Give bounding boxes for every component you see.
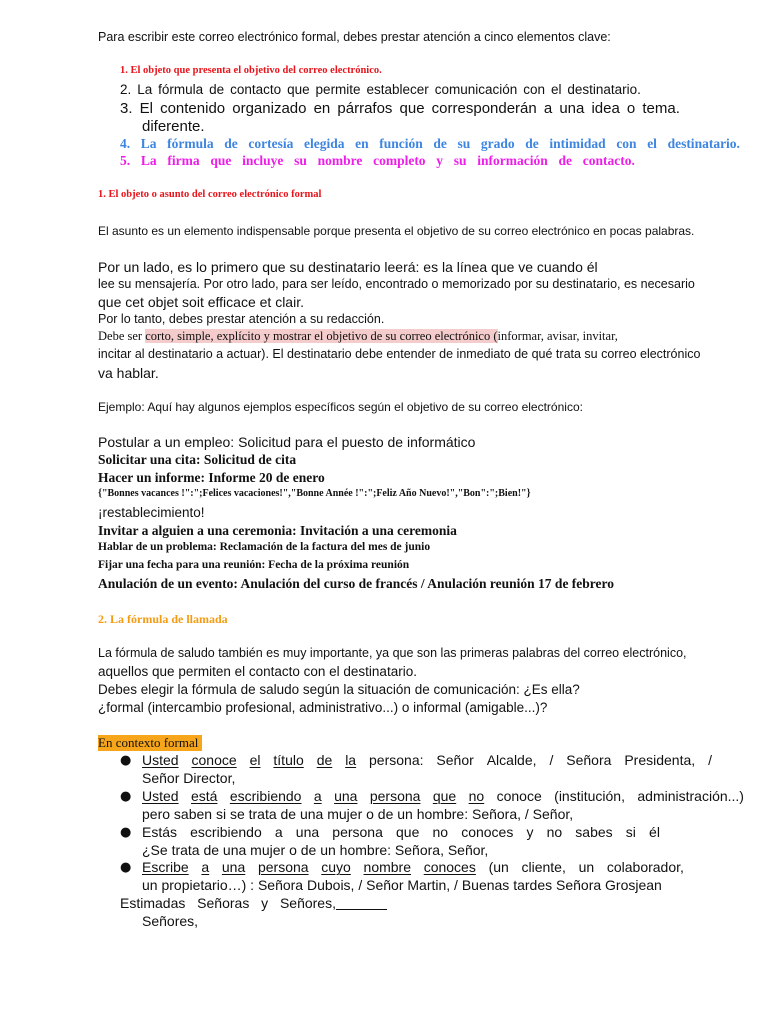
bullet-line-1-cont: Señor Director, <box>142 770 236 786</box>
paragraph-line: aquellos que permiten el contacto con el destinatario. <box>98 664 417 679</box>
section-heading-objeto: 1. El objeto o asunto del correo electrónico formal <box>98 189 322 200</box>
word: a <box>274 824 283 840</box>
example-item: Hablar de un problema: Reclamación de la factura del mes de junio <box>98 541 431 553</box>
word: Señoras <box>197 895 250 911</box>
word: corresponderán <box>431 100 537 117</box>
paragraph-line: ¿formal (intercambio profesional, administrativo...) o informal (amigable...)? <box>98 700 548 715</box>
word: una <box>221 859 246 875</box>
bullet-line-4 <box>142 859 684 875</box>
word: título <box>273 752 304 768</box>
word: párrafos <box>337 100 393 117</box>
word: comunicación <box>434 82 518 97</box>
word: información <box>477 153 548 168</box>
list-item-2 <box>120 82 641 97</box>
word: el <box>550 82 562 97</box>
word: con <box>616 136 637 151</box>
word: en <box>355 136 369 151</box>
word: Señora <box>566 752 612 768</box>
word: función <box>379 136 423 151</box>
word: Usted <box>142 788 179 804</box>
word: establecer <box>366 82 429 97</box>
word: Estimadas <box>120 895 186 911</box>
word: a <box>313 788 322 804</box>
word: (un <box>488 859 509 875</box>
salutation-line <box>120 895 336 911</box>
word: El <box>139 100 153 117</box>
word: persona <box>332 824 383 840</box>
bullet-icon: ● <box>120 789 132 804</box>
word: Señor <box>436 752 474 768</box>
word: la <box>345 752 357 768</box>
paragraph-line: Debes elegir la fórmula de saludo según la situación de comunicación: ¿Es ella? <box>98 682 580 697</box>
word: está <box>190 788 218 804</box>
word: escribiendo <box>190 824 262 840</box>
word: si <box>625 824 636 840</box>
word: que <box>399 100 425 117</box>
word: Estás <box>142 824 178 840</box>
word: Escribe <box>142 859 189 875</box>
example-item: Fijar una fecha para una reunión: Fecha de la próxima reunión <box>98 559 410 571</box>
example-item: Invitar a alguien a una ceremonia: Invitación a una ceremonia <box>98 523 457 538</box>
section-heading-formula: 2. La fórmula de llamada <box>98 612 228 626</box>
word: Alcalde, <box>486 752 537 768</box>
highlighted-text: corto, simple, explícito y mostrar el objetivo de su correo electrónico ( <box>145 329 498 343</box>
word: el <box>647 136 657 151</box>
word: que <box>287 82 310 97</box>
word: 4. <box>120 136 131 151</box>
word: su <box>457 136 471 151</box>
word: y <box>526 824 534 840</box>
word: intimidad <box>549 136 606 151</box>
paragraph-line: La fórmula de saludo también es muy importante, ya que son las primeras palabras del correo electrónico, <box>98 646 687 660</box>
word: su <box>294 153 307 168</box>
word: no <box>432 824 449 840</box>
word: fórmula <box>167 136 214 151</box>
paragraph-line: Por un lado, es lo primero que su destinatario leerá: es la línea que ve cuando él <box>98 259 598 275</box>
salutation-line-cont: Señores, <box>142 913 199 929</box>
word: nombre <box>363 859 411 875</box>
word: nombre <box>317 153 363 168</box>
ejemplo-intro: Ejemplo: Aquí hay algunos ejemplos específicos según el objetivo de su correo electrónico: <box>98 400 583 414</box>
word: fórmula <box>158 82 204 97</box>
paragraph-line: Por lo tanto, debes prestar atención a su redacción. <box>98 312 385 326</box>
word: organizado <box>232 100 307 117</box>
bullet-icon: ● <box>120 825 132 840</box>
word: de <box>316 752 333 768</box>
word: o <box>626 100 636 117</box>
word: persona <box>369 788 421 804</box>
word: persona: <box>369 752 424 768</box>
word: 3. <box>120 100 133 117</box>
paragraph-line: va hablar. <box>98 365 159 381</box>
word: que <box>432 788 457 804</box>
word: administración...) <box>637 788 744 804</box>
underline-rule <box>336 909 387 910</box>
word: y <box>261 895 269 911</box>
word: una <box>295 824 320 840</box>
bullet-line-3 <box>142 824 660 840</box>
word: de <box>209 82 225 97</box>
word: destinatario. <box>667 136 740 151</box>
paragraph-asunto: El asunto es un elemento indispensable porque presenta el objetivo de su correo electrónico en pocas palabras. <box>98 224 695 238</box>
word: Señores, <box>279 895 336 911</box>
word: conoce <box>191 752 237 768</box>
word: La <box>140 136 157 151</box>
word: Presidenta, <box>624 752 696 768</box>
list-item-3 <box>120 100 680 117</box>
word: contacto <box>230 82 282 97</box>
word: de <box>224 136 238 151</box>
list-item-5 <box>120 153 635 169</box>
word: de <box>558 153 573 168</box>
word: de <box>525 136 539 151</box>
word: (institución, <box>554 788 625 804</box>
word: cliente, <box>521 859 566 875</box>
word: incluye <box>242 153 284 168</box>
bullet-line-3-cont: ¿Se trata de una mujer o de un hombre: Señora, Señor, <box>142 842 489 858</box>
paragraph-line-highlighted <box>98 329 618 344</box>
word: grado <box>480 136 515 151</box>
paragraph-line: lee su mensajería. Por otro lado, para ser leído, encontrado o memorizado por su destinatario, es necesario <box>98 277 695 291</box>
word: contacto. <box>582 153 635 168</box>
bullet-line-1 <box>142 752 712 768</box>
word: elegida <box>304 136 345 151</box>
word: con <box>523 82 545 97</box>
list-item-4 <box>120 136 740 152</box>
word: él <box>649 824 660 840</box>
word: 5. <box>120 153 131 168</box>
example-item: Postular a un empleo: Solicitud para el puesto de informático <box>98 434 476 450</box>
bullet-icon: ● <box>120 860 132 875</box>
word: persona <box>257 859 309 875</box>
word: permite <box>315 82 361 97</box>
bullet-line-2 <box>142 788 744 804</box>
word: conoces <box>461 824 514 840</box>
list-item-1: 1. El objeto que presenta el objetivo del correo electrónico. <box>120 65 382 76</box>
word: tema. <box>642 100 680 117</box>
word: 2. <box>120 82 132 97</box>
word: Usted <box>142 752 179 768</box>
formal-context-label: En contexto formal <box>98 735 202 751</box>
bullet-icon: ● <box>120 753 132 768</box>
word: contenido <box>160 100 226 117</box>
example-item: ¡restablecimiento! <box>98 505 205 520</box>
paragraph-line: que cet objet soit efficace et clair. <box>98 294 304 310</box>
word: a <box>201 859 210 875</box>
word: no <box>546 824 563 840</box>
word: colaborador, <box>606 859 684 875</box>
word: conoces <box>423 859 476 875</box>
word: su <box>453 153 467 168</box>
bullet-line-2-cont: pero saben si se trata de una mujer o de un hombre: Señora, / Señor, <box>142 806 574 822</box>
word: no <box>468 788 485 804</box>
word: La <box>137 82 153 97</box>
word: idea <box>591 100 620 117</box>
text-segment: Debe ser <box>98 329 146 343</box>
word: destinatario. <box>567 82 641 97</box>
word: / <box>708 752 712 768</box>
word: en <box>313 100 331 117</box>
word: una <box>334 788 358 804</box>
paragraph-line: incitar al destinatario a actuar). El destinatario debe entender de inmediato de qué trata su correo electrónico <box>98 347 701 361</box>
text-segment: informar, avisar, invitar, <box>497 329 618 343</box>
word: a <box>543 100 553 117</box>
word: / <box>549 752 554 768</box>
word: un <box>578 859 595 875</box>
word: una <box>559 100 585 117</box>
word: que <box>396 824 420 840</box>
word: de <box>433 136 447 151</box>
word: cuyo <box>321 859 351 875</box>
example-item: Solicitar una cita: Solicitud de cita <box>98 452 297 467</box>
example-item: Hacer un informe: Informe 20 de enero <box>98 470 325 485</box>
word: el <box>249 752 261 768</box>
word: que <box>210 153 232 168</box>
word: y <box>436 153 444 168</box>
intro-text: Para escribir este correo electrónico formal, debes prestar atención a cinco elementos clave: <box>98 30 611 44</box>
word: La <box>140 153 157 168</box>
word: firma <box>167 153 200 168</box>
example-item: Anulación de un evento: Anulación del curso de francés / Anulación reunión 17 de febrero <box>98 576 615 591</box>
word: escribiendo <box>229 788 302 804</box>
word: conoce <box>496 788 542 804</box>
bullet-line-4-cont: un propietario…) : Señora Dubois, / Señor Martin, / Buenas tardes Señora Grosjean <box>142 877 662 893</box>
word: completo <box>373 153 426 168</box>
list-item-3-continuation: diferente. <box>142 118 205 135</box>
word: cortesía <box>248 136 294 151</box>
word: sabes <box>575 824 613 840</box>
example-item: {"Bonnes vacances !":";Felices vacaciones!","Bonne Année !":";Feliz Año Nuevo!","Bon":";Bien!"} <box>98 488 531 499</box>
